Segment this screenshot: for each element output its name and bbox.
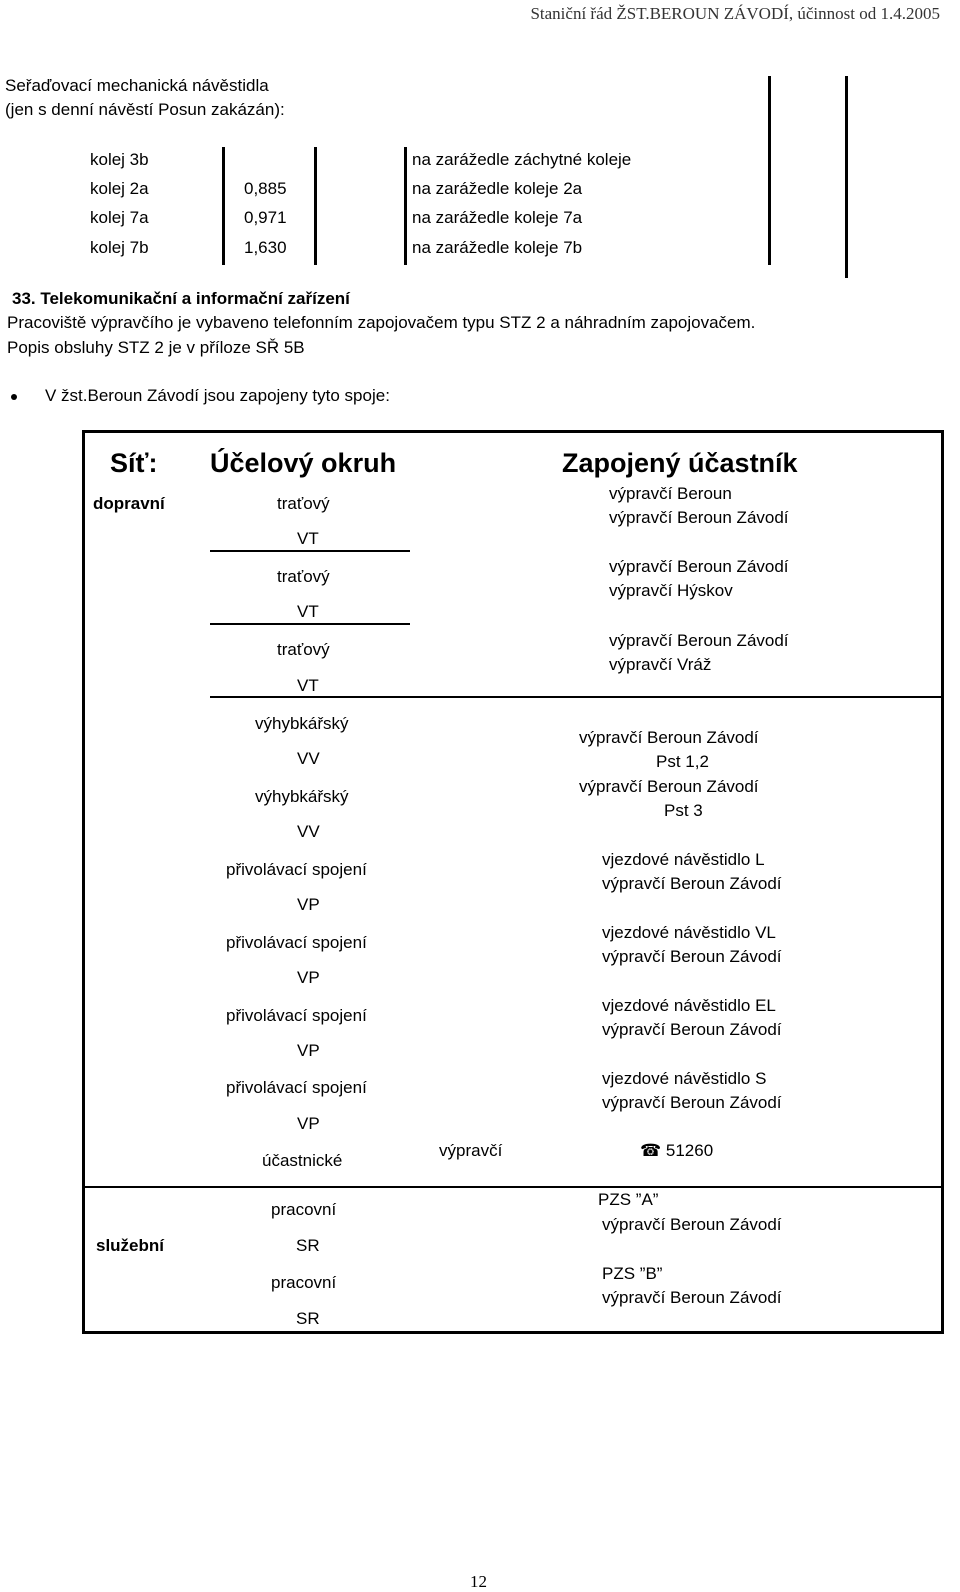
participant-cell: výpravčí Beroun Závodí bbox=[609, 557, 789, 576]
signal-location: na zarážedle záchytné koleje bbox=[412, 150, 632, 169]
net-label: dopravní bbox=[93, 494, 165, 513]
signals-divider bbox=[314, 147, 317, 265]
circuit-cell: VT bbox=[297, 529, 319, 548]
participant-cell: PZS ”B” bbox=[602, 1264, 663, 1283]
participant-cell: PZS ”A” bbox=[598, 1190, 659, 1209]
signal-track: kolej 2a bbox=[90, 179, 149, 198]
section-paragraph: Pracoviště výpravčího je vybaveno telefonním zapojovačem typu STZ 2 a náhradním zapojovačem. bbox=[7, 313, 756, 332]
participant-cell: výpravčí Beroun Závodí bbox=[579, 777, 759, 796]
circuit-cell: pracovní bbox=[271, 1273, 337, 1292]
participant-cell: vjezdové návěstidlo EL bbox=[602, 996, 776, 1015]
circuit-cell: VT bbox=[297, 602, 319, 621]
signal-location: na zarážedle koleje 7a bbox=[412, 208, 583, 227]
participant-cell: výpravčí Beroun Závodí bbox=[579, 728, 759, 747]
participant-cell: vjezdové návěstidlo L bbox=[602, 850, 765, 869]
section-title: 33. Telekomunikační a informační zařízení bbox=[12, 289, 350, 308]
circuit-cell: SR bbox=[296, 1236, 320, 1255]
intro-line2: (jen s denní návěstí Posun zakázán): bbox=[5, 100, 285, 119]
participant-cell: výpravčí Beroun Závodí bbox=[602, 1288, 782, 1307]
participant-cell: výpravčí Beroun Závodí bbox=[602, 1020, 782, 1039]
circuit-cell: traťový bbox=[277, 640, 330, 659]
signal-location: na zarážedle koleje 7b bbox=[412, 238, 583, 257]
circuit-cell: VV bbox=[297, 822, 320, 841]
section-paragraph: Popis obsluhy STZ 2 je v příloze SŘ 5B bbox=[7, 338, 305, 357]
participant-cell: vjezdové návěstidlo S bbox=[602, 1069, 767, 1088]
signal-track: kolej 7b bbox=[90, 238, 149, 257]
participant-cell: výpravčí Vráž bbox=[609, 655, 712, 674]
circuit-cell: přivolávací spojení bbox=[226, 1006, 367, 1025]
circuit-cell: přivolávací spojení bbox=[226, 860, 367, 879]
bullet-text: V žst.Beroun Závodí jsou zapojeny tyto spoje: bbox=[45, 386, 390, 405]
circuit-cell: přivolávací spojení bbox=[226, 933, 367, 952]
participant-cell: výpravčí Beroun Závodí bbox=[609, 631, 789, 650]
net-label: služební bbox=[96, 1236, 165, 1255]
table-border bbox=[82, 430, 944, 433]
row-divider bbox=[210, 623, 410, 625]
circuit-cell: výhybkářský bbox=[255, 787, 349, 806]
row-divider bbox=[210, 550, 410, 552]
circuit-cell: VP bbox=[297, 1041, 320, 1060]
participant-cell: vjezdové návěstidlo VL bbox=[602, 923, 776, 942]
participant-cell: výpravčí Beroun bbox=[609, 484, 732, 503]
signals-divider bbox=[845, 76, 848, 278]
circuit-cell: účastnické bbox=[262, 1151, 343, 1170]
bullet-icon bbox=[11, 394, 17, 400]
signal-track: kolej 3b bbox=[90, 150, 149, 169]
page-header: Staniční řád ŽST.BEROUN ZÁVODÍ, účinnost od 1.4.2005 bbox=[530, 4, 940, 23]
participant-cell: Pst 3 bbox=[664, 801, 703, 820]
participant-cell: výpravčí Beroun Závodí bbox=[602, 1093, 782, 1112]
page-number: 12 bbox=[470, 1572, 487, 1591]
participant-cell: výpravčí Beroun Závodí bbox=[602, 1215, 782, 1234]
circuit-cell: VP bbox=[297, 1114, 320, 1133]
circuit-cell: VP bbox=[297, 895, 320, 914]
circuit-cell: VV bbox=[297, 749, 320, 768]
table-border bbox=[82, 430, 85, 1334]
table-border bbox=[941, 430, 944, 1334]
signals-divider bbox=[404, 147, 407, 265]
intro-line1: Seřaďovací mechanická návěstidla bbox=[5, 76, 269, 95]
signal-km: 0,885 bbox=[244, 179, 287, 198]
signal-location: na zarážedle koleje 2a bbox=[412, 179, 583, 198]
participant-cell: výpravčí Beroun Závodí bbox=[609, 508, 789, 527]
table-divider bbox=[82, 1186, 944, 1188]
table-border bbox=[82, 1331, 944, 1334]
signal-track: kolej 7a bbox=[90, 208, 149, 227]
signal-km: 1,630 bbox=[244, 238, 287, 257]
circuit-cell: SR bbox=[296, 1309, 320, 1328]
participant-cell: výpravčí bbox=[439, 1141, 503, 1160]
circuit-cell: přivolávací spojení bbox=[226, 1078, 367, 1097]
circuit-cell: VP bbox=[297, 968, 320, 987]
circuit-cell: VT bbox=[297, 676, 319, 695]
circuit-cell: traťový bbox=[277, 494, 330, 513]
header-circuit: Účelový okruh bbox=[210, 448, 397, 478]
participant-cell: výpravčí Beroun Závodí bbox=[602, 947, 782, 966]
participant-cell: výpravčí Beroun Závodí bbox=[602, 874, 782, 893]
row-divider bbox=[210, 696, 943, 698]
circuit-cell: výhybkářský bbox=[255, 714, 349, 733]
circuit-cell: traťový bbox=[277, 567, 330, 586]
signal-km: 0,971 bbox=[244, 208, 287, 227]
header-net: Síť: bbox=[110, 448, 158, 478]
participant-cell: výpravčí Hýskov bbox=[609, 581, 733, 600]
header-participant: Zapojený účastník bbox=[562, 448, 798, 478]
signals-divider bbox=[222, 147, 225, 265]
circuit-cell: pracovní bbox=[271, 1200, 337, 1219]
signals-divider bbox=[768, 76, 771, 265]
phone-number: ☎ 51260 bbox=[640, 1141, 714, 1160]
participant-cell: Pst 1,2 bbox=[656, 752, 709, 771]
